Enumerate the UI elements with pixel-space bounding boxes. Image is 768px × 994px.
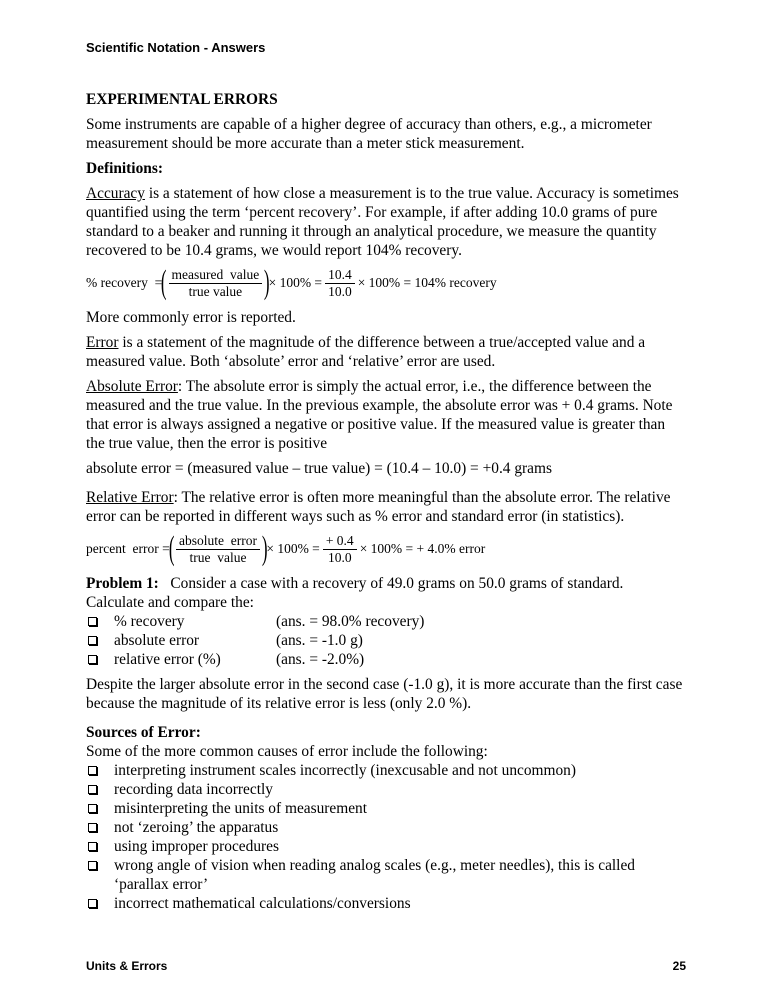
footer-title: Units & Errors — [86, 959, 168, 973]
eq-numerator2: 10.4 — [325, 267, 355, 284]
list-item — [86, 650, 686, 669]
eq2-denominator2: 10.0 — [327, 549, 352, 565]
percent-recovery-equation — [86, 266, 686, 300]
list-item — [86, 631, 686, 650]
eq2-numerator: absolute error — [176, 533, 260, 550]
right-paren: ) — [261, 530, 268, 567]
relative-term: Relative Error — [86, 489, 174, 506]
error-text: is a statement of the magnitude of the difference between a true/accepted value and a measured value. Both ‘absolute’ error and ‘relative’ error are used. — [86, 334, 646, 370]
accuracy-paragraph — [86, 184, 686, 260]
error-term: Error — [86, 334, 119, 351]
relative-error-paragraph — [86, 488, 686, 526]
eq2-mid: × 100% = — [266, 541, 320, 556]
eq-lhs: % recovery = — [86, 275, 163, 290]
eq-denominator2: 10.0 — [328, 283, 352, 299]
sources-intro: Some of the more common causes of error include the following: — [86, 743, 488, 760]
answer: (ans. = -1.0 g) — [276, 632, 363, 649]
problem-list — [86, 612, 686, 669]
list-item: incorrect mathematical calculations/conversions — [86, 894, 686, 913]
error-paragraph — [86, 333, 686, 371]
eq-rhs: × 100% = 104% recovery — [357, 275, 497, 290]
list-item: interpreting instrument scales incorrectly (inexcusable and not uncommon) — [86, 761, 686, 780]
question: % recovery — [114, 613, 185, 630]
absolute-text: : The absolute error is simply the actual error, i.e., the difference between the measured and the true value. In the previous example, the absolute error was + 0.4 grams. Note that error is always assigned a negative or positive value. If the measured value is greater than the true value, then the error is positive — [86, 378, 673, 452]
absolute-error-equation: absolute error = (measured value – true value) = (10.4 – 10.0) = +0.4 grams — [86, 460, 552, 477]
sources-list — [86, 761, 686, 913]
fraction — [323, 533, 357, 566]
problem-calc: Calculate and compare the: — [86, 594, 254, 611]
right-paren: ) — [264, 264, 270, 301]
eq2-denominator: true value — [189, 549, 247, 565]
accuracy-text: is a statement of how close a measurement is to the true value. Accuracy is sometimes quantified using the term ‘percent recovery’. For example, if after adding 10.0 grams of pure standard to a beaker and running it through an analytical procedure, we measure the quantity recovered to be 10.4 grams, we would report 104% recovery. — [86, 185, 679, 259]
despite-paragraph: Despite the larger absolute error in the second case (-1.0 g), it is more accurate than the first case because the magnitude of its relative error is less (only 2.0 %). — [86, 676, 683, 712]
absolute-term: Absolute Error — [86, 378, 178, 395]
fraction — [325, 267, 355, 300]
list-item: using improper procedures — [86, 837, 686, 856]
page-footer — [86, 935, 686, 974]
list-item: recording data incorrectly — [86, 780, 686, 799]
sources-heading: Sources of Error: — [86, 724, 201, 741]
problem-label: Problem 1: — [86, 575, 159, 592]
list-item: wrong angle of vision when reading analog scales (e.g., meter needles), this is called ‘parallax error’ — [86, 856, 686, 894]
sources-of-error — [86, 723, 686, 913]
accuracy-term: Accuracy — [86, 185, 145, 202]
fraction — [169, 267, 263, 300]
question: relative error (%) — [114, 651, 221, 668]
eq-mid: × 100% = — [268, 275, 323, 290]
eq-numerator: measured value — [169, 267, 263, 284]
page-number: 25 — [672, 959, 686, 973]
section-title: EXPERIMENTAL ERRORS — [86, 91, 278, 108]
absolute-error-paragraph — [86, 377, 686, 453]
list-item: misinterpreting the units of measurement — [86, 799, 686, 818]
question: absolute error — [114, 632, 200, 649]
eq2-numerator2: + 0.4 — [323, 533, 357, 550]
relative-text: : The relative error is often more meaningful than the absolute error. The relative error can be reported in different ways such as % error and standard error (in statistics). — [86, 489, 671, 525]
definitions-heading: Definitions: — [86, 160, 163, 177]
list-item: not ‘zeroing’ the apparatus — [86, 818, 686, 837]
left-paren: ( — [168, 530, 175, 567]
left-paren: ( — [161, 264, 167, 301]
more-commonly-text: More commonly error is reported. — [86, 309, 296, 326]
intro-paragraph: Some instruments are capable of a higher degree of accuracy than others, e.g., a micrometer measurement should be more accurate than a meter stick measurement. — [86, 116, 652, 152]
fraction — [176, 533, 260, 566]
eq2-lhs: percent error = — [86, 541, 170, 556]
problem-text: Consider a case with a recovery of 49.0 grams on 50.0 grams of standard. — [158, 575, 624, 592]
problem-1 — [86, 574, 686, 669]
eq-denominator: true value — [188, 283, 243, 299]
running-header: Scientific Notation - Answers — [86, 40, 266, 55]
answer: (ans. = -2.0%) — [276, 651, 365, 668]
eq2-rhs: × 100% = + 4.0% error — [359, 541, 486, 556]
answer: (ans. = 98.0% recovery) — [276, 613, 425, 630]
percent-error-equation — [86, 532, 686, 566]
list-item — [86, 612, 686, 631]
